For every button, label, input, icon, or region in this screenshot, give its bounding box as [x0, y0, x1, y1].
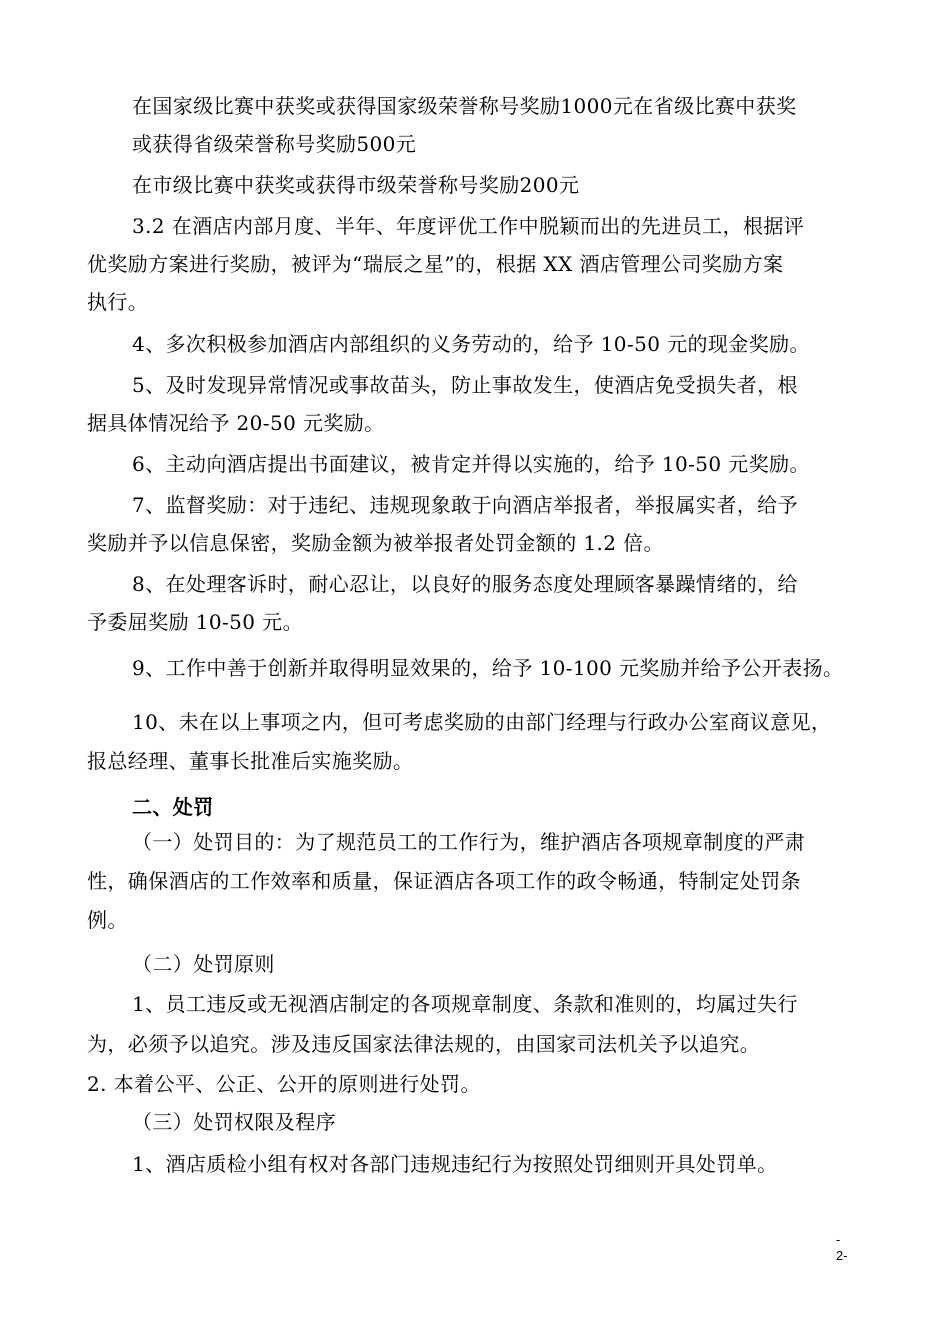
text-line: 3.2 在酒店内部月度、半年、年度评优工作中脱颖而出的先进员工，根据评: [132, 214, 805, 238]
page-number: 2-: [836, 1248, 848, 1263]
text-line: （一）处罚目的：为了规范员工的工作行为，维护酒店各项规章制度的严肃: [132, 830, 806, 854]
text-line: 7、监督奖励：对于违纪、违规现象敢于向酒店举报者，举报属实者，给予: [132, 493, 798, 517]
text-line: 9、工作中善于创新并取得明显效果的，给予 10-100 元奖励并给予公开表扬。: [132, 656, 844, 680]
text-line: 奖励并予以信息保密，奖励金额为被举报者处罚金额的 1.2 倍。: [87, 531, 664, 555]
text-line: 4、多次积极参加酒店内部组织的义务劳动的，给予 10-50 元的现金奖励。: [132, 332, 810, 356]
text-line: 在市级比赛中获奖或获得市级荣誉称号奖励200元: [132, 173, 580, 197]
text-line: 8、在处理客诉时，耐心忍让，以良好的服务态度处理顾客暴躁情绪的，给: [132, 572, 798, 596]
text-line: 性，确保酒店的工作效率和质量，保证酒店各项工作的政令畅通，特制定处罚条: [87, 869, 801, 893]
subsection-heading: （二）处罚原则: [132, 952, 275, 976]
text-line: 优奖励方案进行奖励，被评为“瑞辰之星”的，根据 XX 酒店管理公司奖励方案: [87, 252, 784, 276]
text-line: 1、酒店质检小组有权对各部门违规违纪行为按照处罚细则开具处罚单。: [132, 1152, 778, 1176]
subsection-heading: （三）处罚权限及程序: [132, 1110, 336, 1134]
text-line: 予委屈奖励 10-50 元。: [87, 610, 303, 634]
text-line: 执行。: [87, 290, 149, 314]
text-line: 据具体情况给予 20-50 元奖励。: [87, 411, 385, 435]
text-line: 2. 本着公平、公正、公开的原则进行处罚。: [87, 1072, 481, 1096]
text-line: 5、及时发现异常情况或事故苗头，防止事故发生，使酒店免受损失者，根: [132, 373, 798, 397]
section-heading: 二、处罚: [132, 795, 214, 819]
text-line: 10、未在以上事项之内，但可考虑奖励的由部门经理与行政办公室商议意见，: [132, 710, 832, 734]
text-line: 6、主动向酒店提出书面建议，被肯定并得以实施的，给予 10-50 元奖励。: [132, 452, 810, 476]
text-line: 例。: [87, 908, 128, 932]
page-number-dash: -: [836, 1232, 841, 1247]
text-line: 1、员工违反或无视酒店制定的各项规章制度、条款和准则的，均属过失行: [132, 992, 798, 1016]
text-line: 报总经理、董事长批准后实施奖励。: [87, 749, 414, 773]
text-line: 在国家级比赛中获奖或获得国家级荣誉称号奖励1000元在省级比赛中获奖: [132, 94, 797, 118]
text-line: 或获得省级荣誉称号奖励500元: [132, 132, 417, 156]
text-line: 为，必须予以追究。涉及违反国家法律法规的，由国家司法机关予以追究。: [87, 1032, 761, 1056]
